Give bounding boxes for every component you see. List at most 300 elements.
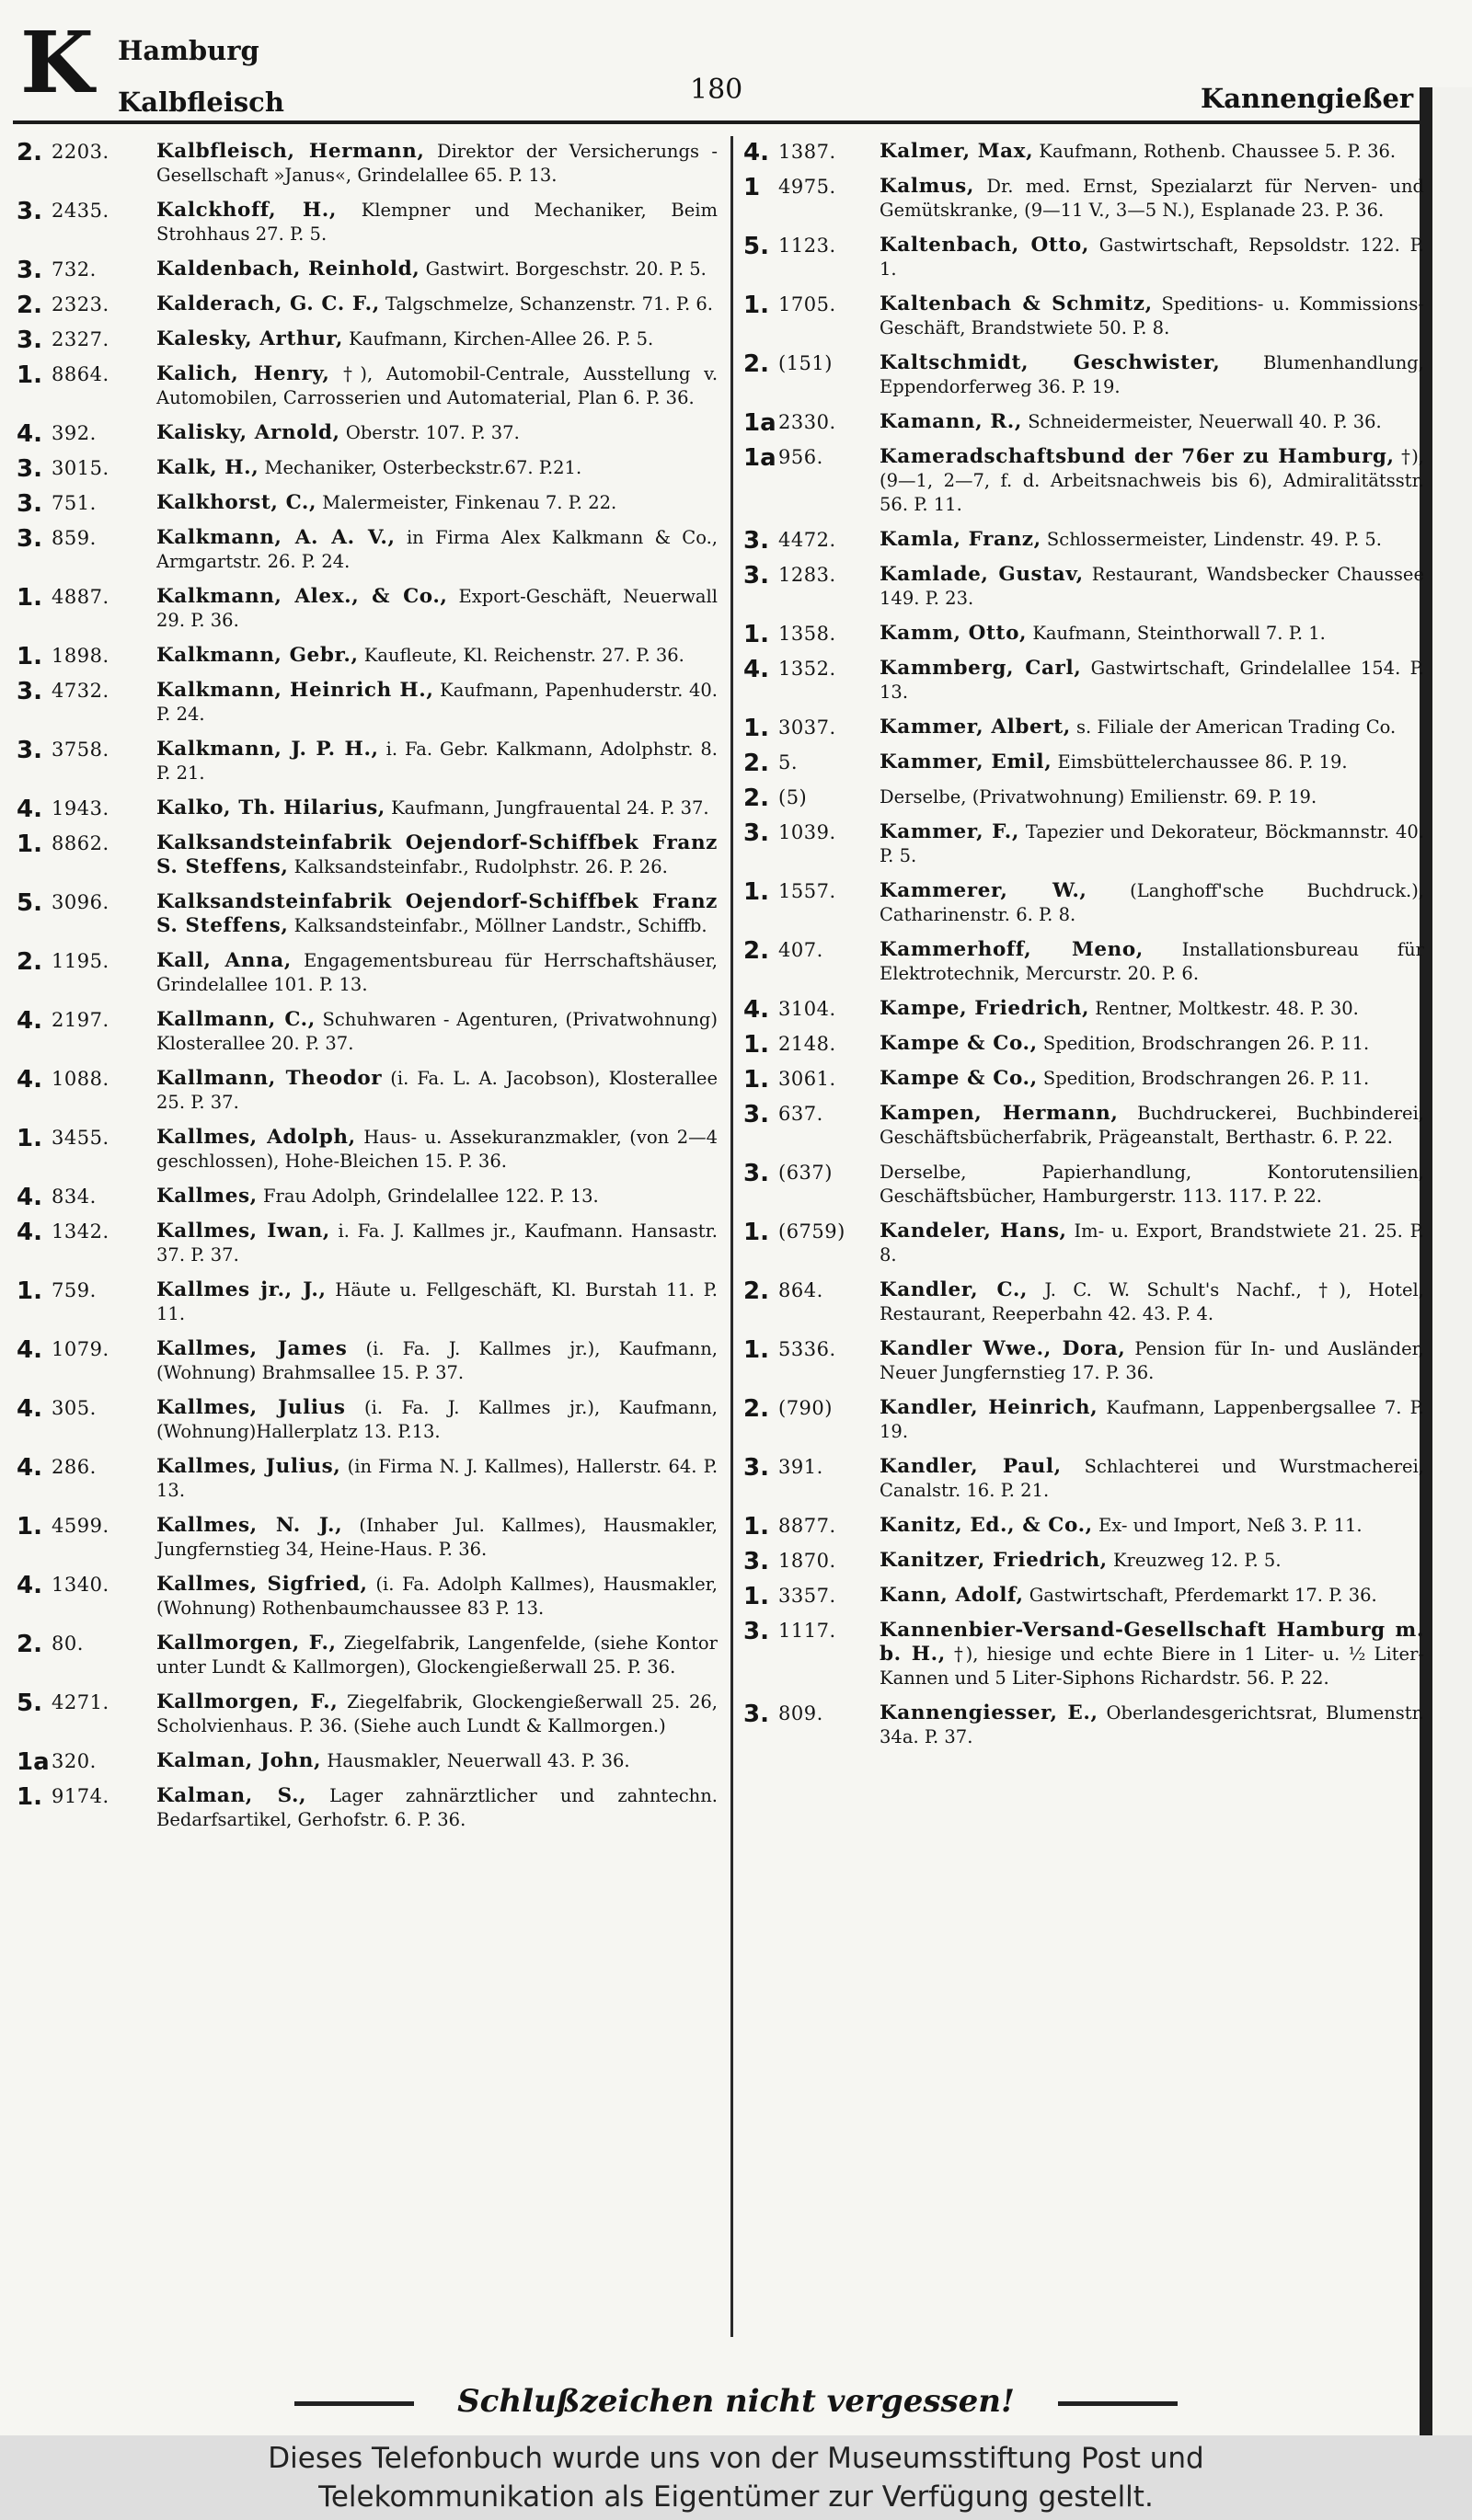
entry-rate-class: 4. <box>17 1336 42 1364</box>
directory-entry <box>743 1161 1424 1208</box>
right-column <box>743 140 1424 1760</box>
entry-phone-number: 834. <box>52 1186 97 1208</box>
entry-rate-class: 3. <box>743 1548 769 1575</box>
entry-phone-number: 1088. <box>52 1068 109 1090</box>
entry-name: Kallmes, N. J., <box>156 1514 343 1537</box>
entry-phone-number: 305. <box>52 1397 97 1419</box>
header-city: Hamburg <box>118 35 259 66</box>
entry-details: †), (9—1, 2—7, f. d. Arbeitsnachweis bis 6), Admiralitätsstr. 56. P. 11. <box>880 446 1424 515</box>
entry-details: Derselbe, (Privatwohnung) Emilienstr. 69. P. 19. <box>880 786 1317 808</box>
entry-phone-number: 4732. <box>52 680 109 702</box>
entry-rate-class: 1. <box>17 1277 42 1305</box>
entry-details: Im- u. Export, Brandstwiete 21. 25. P. 8. <box>880 1220 1424 1266</box>
entry-details: Schneidermeister, Neuerwall 40. P. 36. <box>1028 411 1382 432</box>
entry-name: Kalisky, Arnold, <box>156 421 340 444</box>
directory-entry <box>17 831 718 879</box>
ownership-notice-line-2: Telekommunikation als Eigentümer zur Verfügung gestellt. <box>318 2480 1154 2514</box>
entry-phone-number: 2327. <box>52 328 109 350</box>
entry-phone-number: 4599. <box>52 1515 109 1537</box>
directory-entry <box>743 785 1424 812</box>
entry-rate-class: 4. <box>17 1395 42 1423</box>
entry-rate-class: 2. <box>743 750 769 777</box>
entry-rate-class: 4. <box>17 420 42 448</box>
directory-entry <box>17 1784 718 1832</box>
entry-phone-number: 8862. <box>52 832 109 854</box>
entry-rate-class: 1. <box>17 1125 42 1152</box>
directory-entry <box>17 585 718 633</box>
directory-entry <box>17 526 718 574</box>
entry-rate-class: 2. <box>17 292 42 319</box>
directory-entry <box>743 938 1424 986</box>
entry-name: Kallmann, C., <box>156 1008 316 1031</box>
entry-details: Eimsbüttelerchaussee 86. P. 19. <box>1057 751 1348 773</box>
entry-phone-number: 3015. <box>52 457 109 479</box>
entry-phone-number: 1870. <box>778 1550 836 1572</box>
entry-rate-class: 1. <box>743 621 769 648</box>
entry-phone-number: (5) <box>778 786 808 808</box>
entry-phone-number: 391. <box>778 1456 823 1478</box>
directory-entry <box>17 455 718 483</box>
entry-rate-class: 2. <box>743 1277 769 1305</box>
entry-rate-class: 3. <box>17 326 42 354</box>
entry-phone-number: 9174. <box>52 1785 109 1807</box>
entry-rate-class: 4. <box>17 1066 42 1094</box>
entry-details: Engagementsbureau für Herrschaftshäuser, Grindelallee 101. P. 13. <box>156 950 718 995</box>
entry-details: Ziegelfabrik, Langenfelde, (siehe Kontor unter Lundt & Kallmorgen), Glockengießerwall 25. P. 36. <box>156 1632 718 1678</box>
entry-rate-class: 3. <box>743 527 769 555</box>
directory-entry <box>743 750 1424 777</box>
entry-phone-number: 1195. <box>52 950 109 972</box>
entry-rate-class: 3. <box>17 455 42 483</box>
entry-rate-class: 3. <box>743 1701 769 1728</box>
entry-rate-class: 1 <box>743 174 761 201</box>
entry-rate-class: 3. <box>743 1618 769 1645</box>
entry-phone-number: 4472. <box>778 529 836 551</box>
directory-entry <box>17 1514 718 1562</box>
directory-entry <box>743 1031 1424 1059</box>
directory-entry <box>17 420 718 448</box>
entry-phone-number: 2148. <box>778 1033 836 1055</box>
entry-name: Kallmes, Adolph, <box>156 1126 356 1149</box>
directory-entry <box>743 234 1424 281</box>
entry-rate-class: 1a <box>743 444 776 472</box>
entry-phone-number: 956. <box>778 446 823 468</box>
entry-details: Schlossermeister, Lindenstr. 49. P. 5. <box>1046 529 1382 550</box>
entry-details: Dr. med. Ernst, Spezialarzt für Nerven- und Gemütskranke, (9—11 V., 3—5 N.), Esplanade 23. P. 36. <box>880 176 1424 221</box>
directory-entry <box>17 140 718 188</box>
entry-name: Kampen, Hermann, <box>880 1102 1119 1125</box>
directory-entry <box>17 1126 718 1174</box>
entry-phone-number: (151) <box>778 352 833 374</box>
entry-phone-number: 1342. <box>52 1220 109 1243</box>
entry-rate-class: 3. <box>17 257 42 284</box>
entry-phone-number: (637) <box>778 1162 833 1184</box>
entry-rate-class: 4. <box>17 1572 42 1599</box>
entry-details: Häute u. Fellgeschäft, Kl. Burstah 11. P. 11. <box>156 1279 719 1324</box>
entry-details: Mechaniker, Osterbeckstr.67. P.21. <box>264 457 582 478</box>
entry-phone-number: 3096. <box>52 891 109 913</box>
page-number: 180 <box>690 74 743 106</box>
entry-phone-number: 3061. <box>778 1068 836 1090</box>
entry-name: Kalman, S., <box>156 1784 307 1807</box>
adjacent-page-edge <box>1420 87 1472 2435</box>
ownership-notice <box>0 2435 1472 2520</box>
directory-entry <box>743 409 1424 437</box>
entry-rate-class: 5. <box>17 1690 42 1717</box>
entry-name: Kamm, Otto, <box>880 622 1028 645</box>
header-range-to: Kannengießer <box>1201 83 1414 114</box>
entry-phone-number: 864. <box>778 1279 823 1301</box>
entry-rate-class: 1. <box>743 1513 769 1541</box>
entry-name: Kannengiesser, E., <box>880 1701 1098 1724</box>
entry-phone-number: 2197. <box>52 1009 109 1031</box>
entry-rate-class: 1a <box>17 1748 50 1776</box>
entry-rate-class: 1. <box>743 1583 769 1610</box>
directory-entry <box>743 1619 1424 1690</box>
entry-details: Spedition, Brodschrangen 26. P. 11. <box>1042 1068 1370 1089</box>
entry-details: Kalksandsteinfabr., Rudolphstr. 26. P. 26. <box>293 856 668 877</box>
ownership-notice-line-1: Dieses Telefonbuch wurde uns von der Museumsstiftung Post und <box>268 2442 1204 2475</box>
entry-phone-number: 1123. <box>778 235 836 257</box>
entry-details: Ex- und Import, Neß 3. P. 11. <box>1098 1515 1363 1536</box>
entry-rate-class: 1. <box>743 1219 769 1246</box>
entry-rate-class: 2. <box>17 948 42 976</box>
entry-details: (i. Fa. J. Kallmes jr.), Kaufmann,(Wohnung)Hallerplatz 13. P.13. <box>156 1397 718 1442</box>
entry-name: Kalkmann, Alex., & Co., <box>156 585 448 608</box>
entry-name: Kaldenbach, Reinhold, <box>156 258 420 281</box>
entry-phone-number: 320. <box>52 1750 97 1772</box>
entry-name: Kallmes, Julius, <box>156 1455 341 1478</box>
entry-name: Kalich, Henry, <box>156 362 330 385</box>
entry-details: (Langhoff'sche Buchdruck.), Catharinenstr. 6. P. 8. <box>880 880 1425 925</box>
directory-entry <box>743 715 1424 742</box>
entry-name: Kaltschmidt, Geschwister, <box>880 351 1221 374</box>
entry-rate-class: 3. <box>743 1101 769 1128</box>
entry-phone-number: 732. <box>52 258 97 281</box>
entry-phone-number: 1557. <box>778 880 836 902</box>
entry-name: Kalmer, Max, <box>880 140 1034 163</box>
directory-entry <box>17 326 718 354</box>
footer-rule-right <box>1058 2401 1178 2406</box>
entry-name: Kalesky, Arthur, <box>156 327 343 350</box>
entry-name: Kalbfleisch, Hermann, <box>156 140 425 163</box>
entry-details: s. Filiale der American Trading Co. <box>1076 716 1397 738</box>
entry-name: Kammer, F., <box>880 820 1019 843</box>
entry-details: Malermeister, Finkenau 7. P. 22. <box>322 492 617 513</box>
directory-entry <box>17 1396 718 1444</box>
page-header <box>0 0 1420 124</box>
entry-name: Kalko, Th. Hilarius, <box>156 796 385 819</box>
directory-entry <box>17 949 718 997</box>
entry-name: Kamann, R., <box>880 410 1022 433</box>
entry-details: in Firma Alex Kalkmann & Co., Armgartstr. 26. P. 24. <box>156 527 718 572</box>
entry-phone-number: 1705. <box>778 293 836 315</box>
entry-details: Talgschmelze, Schanzenstr. 71. P. 6. <box>385 293 713 315</box>
entry-details: Gastwirt. Borgeschstr. 20. P. 5. <box>425 258 707 280</box>
directory-entry <box>17 1278 718 1326</box>
entry-rate-class: 1. <box>17 643 42 670</box>
entry-details: Kaufmann, Steinthorwall 7. P. 1. <box>1032 623 1326 644</box>
directory-entry <box>743 1220 1424 1267</box>
directory-entry <box>17 890 718 938</box>
entry-details: Lager zahnärztlicher und zahntechn. Bedarfsartikel, Gerhofstr. 6. P. 36. <box>156 1785 718 1830</box>
entry-details: Haus- u. Assekuranzmakler, (von 2—4 geschlossen), Hohe-Bleichen 15. P. 36. <box>156 1127 719 1172</box>
entry-details: Installationsbureau für Elektrotechnik, Mercurstr. 20. P. 6. <box>880 939 1424 984</box>
entry-rate-class: 4. <box>17 796 42 823</box>
directory-entry <box>743 1701 1424 1749</box>
directory-entry <box>743 622 1424 646</box>
entry-name: Kampe & Co., <box>880 1032 1038 1055</box>
entry-details: Blumenhandlung, Eppendorferweg 36. P. 19. <box>880 352 1424 397</box>
directory-entry <box>743 140 1424 164</box>
entry-details: Kalksandsteinfabr., Möllner Landstr., Schiffb. <box>293 915 707 936</box>
entry-rate-class: 3. <box>743 1160 769 1187</box>
entry-details: Oberlandesgerichtsrat, Blumenstr. 34a. P. 37. <box>880 1702 1424 1747</box>
entry-name: Kalksandsteinfabrik Oejendorf-Schiffbek Franz S. Steffens, <box>156 890 718 937</box>
entry-rate-class: 1. <box>743 715 769 742</box>
entry-name: Kannenbier-Versand-Gesellschaft Hamburg m. b. H., <box>880 1619 1424 1666</box>
entry-phone-number: 3455. <box>52 1127 109 1149</box>
entry-name: Kallmes, Iwan, <box>156 1220 330 1243</box>
entry-rate-class: 4. <box>743 996 769 1024</box>
entry-phone-number: 3758. <box>52 739 109 761</box>
entry-name: Kandler, Paul, <box>880 1455 1062 1478</box>
directory-entry <box>17 257 718 284</box>
entry-rate-class: 3. <box>743 562 769 590</box>
directory-entry <box>17 679 718 727</box>
entry-details: Kaufmann, Papenhuderstr. 40. P. 24. <box>156 680 718 725</box>
entry-phone-number: 809. <box>778 1702 823 1724</box>
directory-entry <box>743 351 1424 399</box>
entry-name: Kalksandsteinfabrik Oejendorf-Schiffbek Franz S. Steffens, <box>156 831 718 878</box>
entry-phone-number: 1079. <box>52 1338 109 1360</box>
entry-rate-class: 1. <box>17 361 42 389</box>
directory-entry <box>17 738 718 785</box>
entry-phone-number: 1283. <box>778 564 836 586</box>
entry-details: Restaurant, Wandsbecker Chaussee 149. P. 23. <box>880 564 1424 609</box>
entry-name: Kandler, Heinrich, <box>880 1396 1098 1419</box>
entry-phone-number: 1943. <box>52 797 109 819</box>
entry-name: Kalk, H., <box>156 456 259 479</box>
entry-name: Kalckhoff, H., <box>156 199 337 222</box>
directory-entry <box>743 879 1424 927</box>
entry-details: Kaufmann, Kirchen-Allee 26. P. 5. <box>349 328 654 349</box>
entry-details: (Inhaber Jul. Kallmes), Hausmakler, Jungfernstieg 34, Heine-Haus. P. 36. <box>156 1515 718 1560</box>
header-range-from: Kalbfleisch <box>118 86 284 118</box>
entry-phone-number: 2435. <box>52 200 109 222</box>
entry-details: Kaufmann, Jungfrauental 24. P. 37. <box>391 797 709 819</box>
entry-phone-number: 2330. <box>778 411 836 433</box>
entry-phone-number: (6759) <box>778 1220 845 1243</box>
entry-rate-class: 4. <box>17 1007 42 1035</box>
entry-rate-class: 1. <box>743 878 769 906</box>
entry-phone-number: 3104. <box>778 998 836 1020</box>
entry-phone-number: 286. <box>52 1456 97 1478</box>
entry-details: Kreuzweg 12. P. 5. <box>1112 1550 1282 1571</box>
directory-entry <box>743 1102 1424 1150</box>
entry-rate-class: 4. <box>17 1454 42 1482</box>
entry-rate-class: 1. <box>17 584 42 612</box>
entry-rate-class: 2. <box>743 350 769 378</box>
entry-details: Frau Adolph, Grindelallee 122. P. 13. <box>262 1186 599 1207</box>
entry-name: Kampe, Friedrich, <box>880 997 1090 1020</box>
entry-name: Kallmes, Sigfried, <box>156 1573 368 1596</box>
entry-rate-class: 1. <box>17 1783 42 1811</box>
entry-name: Kallmann, Theodor <box>156 1067 383 1090</box>
entry-rate-class: 1. <box>743 1031 769 1059</box>
directory-entry <box>17 1632 718 1679</box>
entry-phone-number: 5336. <box>778 1338 836 1360</box>
entry-phone-number: 1117. <box>778 1620 836 1642</box>
entry-name: Kalkhorst, C., <box>156 491 317 514</box>
left-column <box>17 140 718 1843</box>
directory-entry <box>743 1066 1424 1094</box>
entry-details: Spedition, Brodschrangen 26. P. 11. <box>1042 1033 1370 1054</box>
directory-entry <box>17 1220 718 1267</box>
entry-details: Kaufleute, Kl. Reichenstr. 27. P. 36. <box>363 645 684 666</box>
directory-entry <box>743 820 1424 868</box>
entry-rate-class: 4. <box>743 139 769 166</box>
entry-name: Kandeler, Hans, <box>880 1220 1067 1243</box>
entry-details: Oberstr. 107. P. 37. <box>345 422 520 443</box>
entry-name: Kallmes, Julius <box>156 1396 346 1419</box>
directory-entry <box>17 1455 718 1503</box>
footer-reminder: Schlußzeichen nicht vergessen! <box>457 2383 1015 2420</box>
entry-details: Speditions- u. Kommissions-Geschäft, Brandstwiete 50. P. 8. <box>880 293 1424 338</box>
directory-entry <box>17 292 718 319</box>
entry-phone-number: 1352. <box>778 658 836 680</box>
entry-details: Kaufmann, Rothenb. Chaussee 5. P. 36. <box>1039 141 1397 162</box>
entry-phone-number: 80. <box>52 1632 84 1655</box>
entry-details: (in Firma N. J. Kallmes), Hallerstr. 64. P. 13. <box>156 1456 719 1501</box>
entry-details: i. Fa. Gebr. Kalkmann, Adolphstr. 8. P. 21. <box>156 739 718 784</box>
entry-rate-class: 4. <box>17 1219 42 1246</box>
entry-name: Kalkmann, Gebr., <box>156 644 359 667</box>
entry-details: Gastwirtschaft, Grindelallee 154. P. 13. <box>880 658 1425 703</box>
entry-phone-number: 4887. <box>52 586 109 608</box>
entry-rate-class: 2. <box>743 937 769 965</box>
entry-name: Kalmus, <box>880 175 974 198</box>
entry-details: J. C. W. Schult's Nachf., †), Hotel, Restaurant, Reeperbahn 42. 43. P. 4. <box>880 1279 1424 1324</box>
entry-details: Gastwirtschaft, Pferdemarkt 17. P. 36. <box>1029 1585 1377 1606</box>
directory-entry <box>17 796 718 823</box>
entry-rate-class: 4. <box>17 1184 42 1211</box>
entry-rate-class: 1. <box>743 292 769 319</box>
entry-name: Kanitz, Ed., & Co., <box>880 1514 1093 1537</box>
entry-phone-number: 2203. <box>52 141 109 163</box>
entry-details: Buchdruckerei, Buchbinderei, Geschäftsbücherfabrik, Prägeanstalt, Berthastr. 6. P. 22. <box>880 1103 1425 1148</box>
entry-phone-number: 4975. <box>778 176 836 198</box>
directory-entry <box>743 1584 1424 1608</box>
entry-rate-class: 3. <box>17 737 42 764</box>
directory-entry <box>743 996 1424 1024</box>
directory-entry <box>743 527 1424 555</box>
column-divider <box>730 136 733 2337</box>
header-rule <box>13 120 1420 124</box>
directory-entry <box>743 1455 1424 1503</box>
entry-phone-number: 392. <box>52 422 97 444</box>
directory-entry <box>743 563 1424 611</box>
directory-entry <box>17 362 718 410</box>
entry-details: (i. Fa. L. A. Jacobson), Klosterallee 25. P. 37. <box>156 1068 719 1113</box>
entry-details: Schuhwaren - Agenturen, (Privatwohnung) Klosterallee 20. P. 37. <box>156 1009 718 1054</box>
entry-details: Hausmakler, Neuerwall 43. P. 36. <box>327 1750 630 1771</box>
entry-details: Pension für In- und Ausländer, Neuer Jungfernstieg 17. P. 36. <box>880 1338 1425 1383</box>
directory-entry <box>17 644 718 668</box>
entry-name: Kanitzer, Friedrich, <box>880 1549 1108 1572</box>
entry-name: Kameradschaftsbund der 76er zu Hamburg, <box>880 445 1395 468</box>
entry-name: Kaltenbach, Otto, <box>880 234 1089 257</box>
entry-rate-class: 3. <box>743 819 769 847</box>
entry-details: Kaufmann, Lappenbergsallee 7. P. 19. <box>880 1397 1424 1442</box>
entry-name: Kalkmann, Heinrich H., <box>156 679 434 702</box>
entry-rate-class: 2. <box>743 785 769 812</box>
entry-details: Rentner, Moltkestr. 48. P. 30. <box>1095 998 1359 1019</box>
entry-rate-class: 1. <box>743 1336 769 1364</box>
directory-entry <box>17 490 718 518</box>
entry-phone-number: (790) <box>778 1397 833 1419</box>
entry-name: Kalkmann, J. P. H., <box>156 738 379 761</box>
entry-rate-class: 2. <box>17 1631 42 1658</box>
directory-entry <box>17 1690 718 1738</box>
entry-phone-number: 759. <box>52 1279 97 1301</box>
entry-rate-class: 2. <box>17 139 42 166</box>
entry-name: Kandler Wwe., Dora, <box>880 1337 1126 1360</box>
entry-name: Kall, Anna, <box>156 949 292 972</box>
entry-name: Kallmorgen, F., <box>156 1632 337 1655</box>
directory-entry <box>743 1549 1424 1573</box>
entry-rate-class: 3. <box>17 678 42 705</box>
entry-phone-number: 1898. <box>52 645 109 667</box>
directory-entry <box>743 1337 1424 1385</box>
entry-name: Kandler, C., <box>880 1278 1028 1301</box>
entry-details: Tapezier und Dekorateur, Böckmannstr. 40. P. 5. <box>880 821 1424 866</box>
entry-phone-number: 5. <box>778 751 799 773</box>
entry-details: †), hiesige und echte Biere in 1 Liter- u. ½ Liter-Kannen und 5 Liter-Siphons Richardstr. 56. P. 22. <box>880 1644 1424 1689</box>
entry-rate-class: 1. <box>17 830 42 858</box>
entry-name: Kallmes, <box>156 1185 258 1208</box>
entry-details: †), Automobil-Centrale, Ausstellung v. Automobilen, Carrosserien und Automaterial, Plan 6. P. 36. <box>156 363 719 408</box>
directory-entry <box>743 657 1424 704</box>
entry-name: Kamla, Franz, <box>880 528 1041 551</box>
entry-phone-number: 8864. <box>52 363 109 385</box>
entry-phone-number: 1039. <box>778 821 836 843</box>
entry-phone-number: 4271. <box>52 1691 109 1713</box>
entry-phone-number: 3037. <box>778 716 836 739</box>
directory-entry <box>743 1513 1424 1541</box>
entry-phone-number: 637. <box>778 1103 823 1125</box>
directory-entry <box>17 1184 718 1211</box>
directory-entry <box>17 199 718 246</box>
entry-name: Kammberg, Carl, <box>880 657 1082 680</box>
directory-entry <box>17 1748 718 1776</box>
entry-name: Kampe & Co., <box>880 1067 1038 1090</box>
entry-name: Kalkmann, A. A. V., <box>156 526 396 549</box>
directory-entry <box>743 175 1424 223</box>
entry-details: Direktor der Versicherungs - Gesellschaft »Janus«, Grindelallee 65. P. 13. <box>156 141 718 186</box>
entry-details: (i. Fa. J. Kallmes jr.), Kaufmann, (Wohnung) Brahmsallee 15. P. 37. <box>156 1338 719 1383</box>
entry-rate-class: 1. <box>743 1066 769 1094</box>
directory-entry <box>17 1067 718 1115</box>
entry-rate-class: 3. <box>17 525 42 553</box>
directory-entry <box>743 292 1424 340</box>
entry-phone-number: 2323. <box>52 293 109 315</box>
entry-details: Export-Geschäft, Neuerwall 29. P. 36. <box>156 586 719 631</box>
entry-name: Kallmorgen, F., <box>156 1690 339 1713</box>
entry-name: Kaltenbach & Schmitz, <box>880 292 1153 315</box>
entry-phone-number: 859. <box>52 527 97 549</box>
entry-name: Kallmes, James <box>156 1337 348 1360</box>
